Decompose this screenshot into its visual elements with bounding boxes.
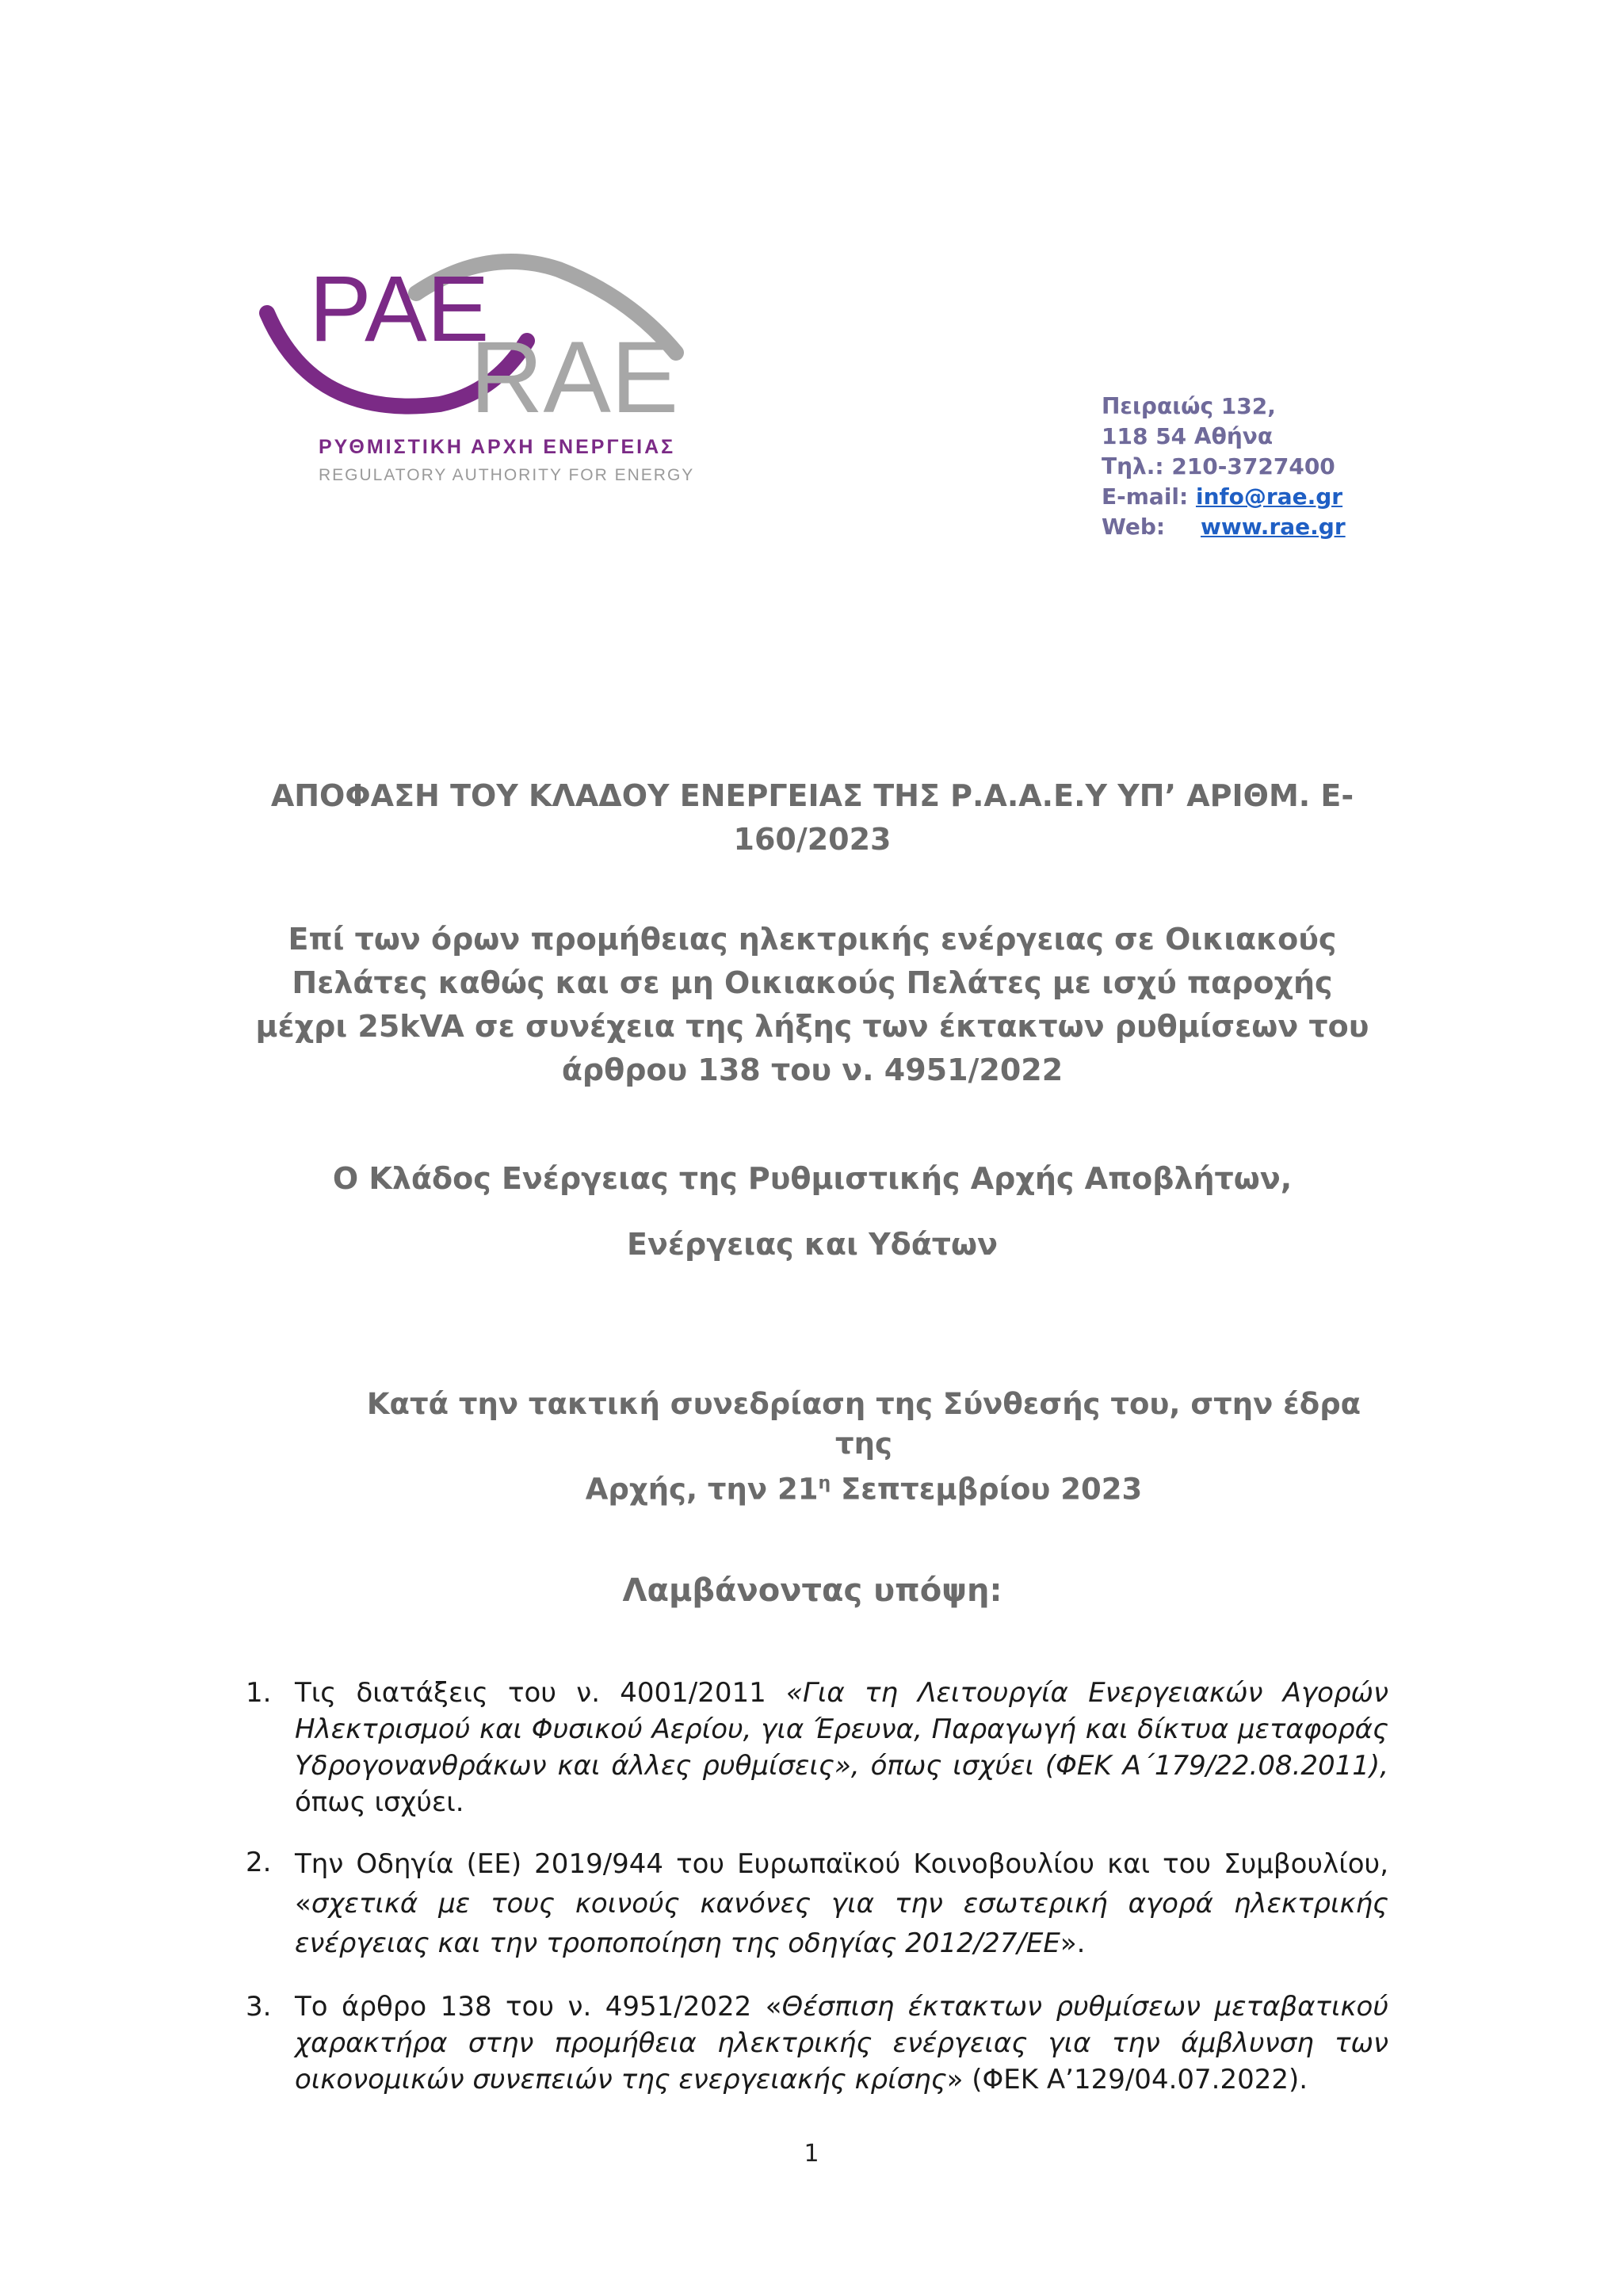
page-number: 1 <box>804 2140 819 2168</box>
session-ordinal: η <box>818 1473 831 1493</box>
list-item <box>238 1675 1388 1820</box>
list-item-italic: Θέσπιση έκτακτων ρυθμίσεων μεταβατικού χαρακτήρα στην προμήθεια ηλεκτρικής ενέργειας για την άμβλυνση των οικονομικών συνεπειών της ενεργειακής κρίσης <box>295 1991 1389 2095</box>
title-line-1: ΑΠΟΦΑΣΗ ΤΟΥ ΚΛΑΔΟΥ ΕΝΕΡΓΕΙΑΣ ΤΗΣ Ρ.Α.Α.Ε.Υ ΥΠ’ ΑΡΙΘΜ. Ε- <box>270 778 1354 813</box>
address-line-1: Πειραιώς 132, <box>1102 393 1276 419</box>
session-date-suffix: Σεπτεμβρίου 2023 <box>831 1472 1143 1507</box>
decision-subject <box>238 918 1387 1092</box>
email-label: E-mail: <box>1102 483 1189 510</box>
subject-line-3: μέχρι 25kVA σε συνέχεια της λήξης των έκτακτων ρυθμίσεων του <box>255 1009 1369 1044</box>
considering-heading: Λαμβάνοντας υπόψη: <box>622 1572 1002 1609</box>
list-item <box>238 1844 1388 1963</box>
session-line-2 <box>349 1464 1379 1509</box>
decision-title <box>238 774 1387 861</box>
branch-line-2: Ενέργειας και Υδάτων <box>627 1227 998 1262</box>
logo-greek-mark: PAE <box>309 257 490 361</box>
subject-line-1: Επί των όρων προμήθειας ηλεκτρικής ενέργειας σε Οικιακούς <box>288 922 1337 957</box>
email-row <box>1102 482 1346 512</box>
web-link[interactable]: www.rae.gr <box>1201 514 1346 540</box>
list-item-tail: ». <box>1060 1927 1086 1959</box>
list-item-lead: Το άρθρο 138 του ν. 4951/2022 « <box>295 1991 782 2023</box>
rae-logo <box>258 238 695 491</box>
logo-greek-name: ΡΥΘΜΙΣΤΙΚΗ ΑΡΧΗ ΕΝΕΡΓΕΙΑΣ <box>319 436 676 458</box>
list-item-number: 3. <box>246 1991 272 2023</box>
session-date-prefix: Αρχής, την 21 <box>585 1472 819 1507</box>
rae-logo-graphic <box>258 238 685 436</box>
list-item-italic: «Για τη Λειτουργία Ενεργειακών Αγορών Ηλεκτρισμού και Φυσικού Αερίου, για Έρευνα, Παραγωγή και δίκτυα μεταφοράς Υδρογονανθράκων και άλλες ρυθμίσεις», όπως ισχύει (ΦΕΚ Α΄179/22.08.2011), <box>295 1677 1388 1782</box>
contact-block <box>1102 392 1346 542</box>
subject-line-2: Πελάτες καθώς και σε μη Οικιακούς Πελάτες με ισχύ παροχής <box>292 965 1333 1000</box>
email-link[interactable]: info@rae.gr <box>1195 483 1343 510</box>
logo-english-name: REGULATORY AUTHORITY FOR ENERGY <box>319 466 695 484</box>
web-row <box>1102 512 1346 542</box>
list-item-tail: όπως ισχύει. <box>295 1786 464 1818</box>
title-line-2: 160/2023 <box>733 822 892 857</box>
list-item-lead: Την Οδηγία (ΕΕ) 2019/944 του Ευρωπαϊκού Κοινοβουλίου και του Συμβουλίου, « <box>295 1848 1388 1920</box>
subject-line-4: άρθρου 138 του ν. 4951/2022 <box>561 1052 1064 1087</box>
list-item-italic: σχετικά με τους κοινούς κανόνες για την εσωτερική αγορά ηλεκτρικής ενέργειας και την τροποποίηση της οδηγίας 2012/27/ΕΕ <box>295 1888 1388 1959</box>
phone: Τηλ.: 210-3727400 <box>1102 453 1335 479</box>
list-item-tail: » (ΦΕΚ Α’129/04.07.2022). <box>946 2064 1308 2095</box>
address-line-2: 118 54 Αθήνα <box>1102 423 1274 449</box>
considerations-list <box>238 1675 1388 2098</box>
logo-latin-mark: RAE <box>470 321 679 434</box>
session-statement <box>349 1385 1379 1509</box>
list-item-number: 2. <box>246 1847 272 1878</box>
list-item-number: 1. <box>246 1677 272 1709</box>
web-label: Web: <box>1102 514 1166 540</box>
list-item <box>238 1988 1388 2098</box>
branch-line-1: Ο Κλάδος Ενέργειας της Ρυθμιστικής Αρχής Αποβλήτων, <box>332 1161 1293 1196</box>
session-line-1: Κατά την τακτική συνεδρίαση της Σύνθεσής του, στην έδρα της <box>366 1387 1361 1461</box>
list-item-lead: Τις διατάξεις του ν. 4001/2011 <box>295 1677 786 1709</box>
